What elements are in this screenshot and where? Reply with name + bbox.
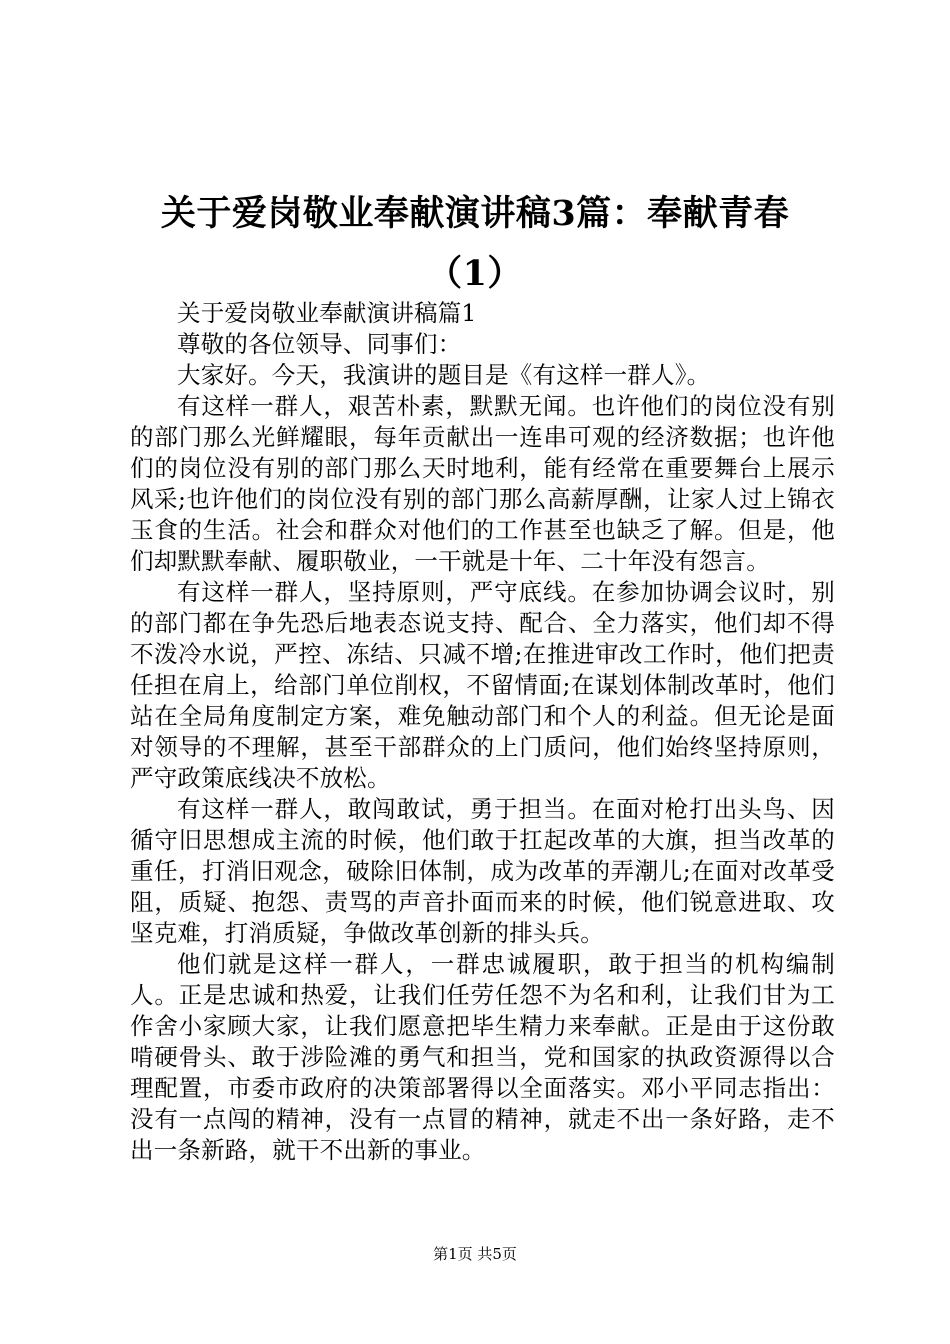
page-indicator: 第1页 共5页 [433,1245,517,1263]
title-line-1: 关于爱岗敬业奉献演讲稿3篇：奉献青春 [160,193,790,234]
body-paragraph: 有这样一群人，艰苦朴素，默默无闻。也许他们的岗位没有别的部门那么光鲜耀眼，每年贡献出一连串可观的经济数据；也许他们的岗位没有别的部门那么天时地利，能有经常在重要舞台上展示风采;也许他们的岗位没有别的部门那么高薪厚酬，让家人过上锦衣玉食的生活。社会和群众对他们的工作甚至也缺乏了解。但是，他们却默默奉献、履职敬业，一干就是十年、二十年没有怨言。 [130,392,835,575]
greeting-paragraph: 大家好。今天，我演讲的题目是《有这样一群人》。 [177,361,711,389]
document-body [130,298,835,1166]
body-paragraph: 他们就是这样一群人，一群忠诚履职，敢于担当的机构编制人。正是忠诚和热爱，让我们任劳任怨不为名和利，让我们甘为工作舍小家顾大家，让我们愿意把毕生精力来奉献。正是由于这份敢啃硬骨头、敢于涉险滩的勇气和担当，党和国家的执政资源得以合理配置，市委市政府的决策部署得以全面落实。邓小平同志指出：没有一点闯的精神，没有一点冒的精神，就走不出一条好路，走不出一条新路，就干不出新的事业。 [130,950,835,1164]
document-title [0,184,950,304]
section-heading: 关于爱岗敬业奉献演讲稿篇1 [177,299,477,327]
title-line-2: （1） [427,253,523,294]
page-footer [0,1244,950,1264]
body-paragraph: 有这样一群人，坚持原则，严守底线。在参加协调会议时，别的部门都在争先恐后地表态说支持、配合、全力落实，他们却不得不泼冷水说，严控、冻结、只减不增;在推进审改工作时，他们把责任担在肩上，给部门单位削权，不留情面;在谋划体制改革时，他们站在全局角度制定方案，难免触动部门和个人的利益。但无论是面对领导的不理解，甚至干部群众的上门质问，他们始终坚持原则，严守政策底线决不放松。 [130,578,835,792]
body-paragraph: 有这样一群人，敢闯敢试，勇于担当。在面对枪打出头鸟、因循守旧思想成主流的时候，他们敢于扛起改革的大旗，担当改革的重任，打消旧观念，破除旧体制，成为改革的弄潮儿;在面对改革受阻，质疑、抱怨、责骂的声音扑面而来的时候，他们锐意进取、攻坚克难，打消质疑，争做改革创新的排头兵。 [130,795,835,947]
salutation: 尊敬的各位领导、同事们： [177,330,462,358]
